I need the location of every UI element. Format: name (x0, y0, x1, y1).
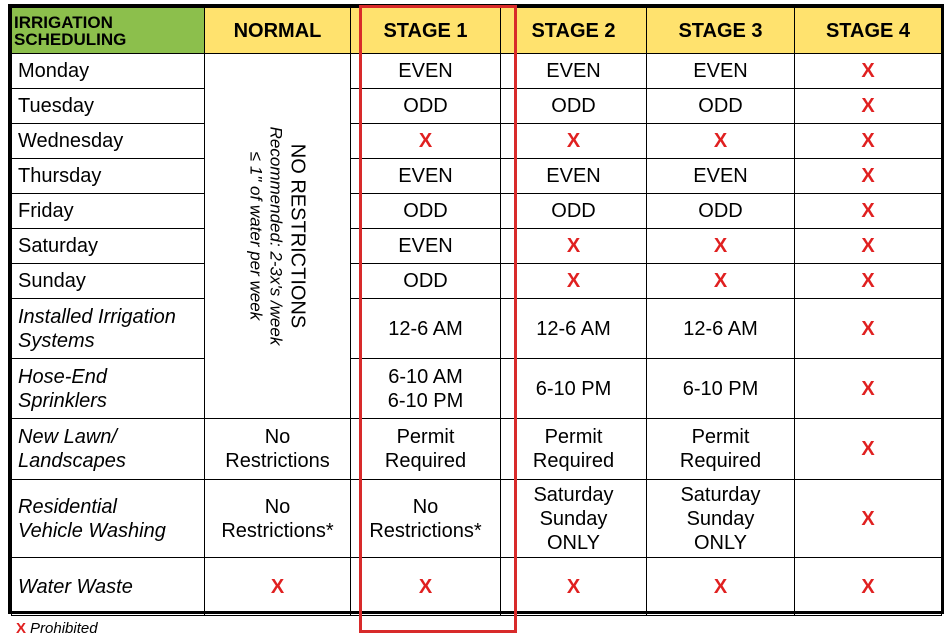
cell-line: Required (384, 450, 467, 472)
table-row (12, 480, 942, 558)
table-row (12, 159, 942, 194)
irrigation-table-frame (8, 4, 944, 614)
row-label: Thursday (12, 159, 205, 194)
row-label: Wednesday (12, 124, 205, 159)
cell-line: Landscapes (18, 450, 126, 472)
cell (647, 299, 795, 359)
row-label-installed-irrigation (12, 299, 205, 359)
cell: EVEN (351, 54, 501, 89)
cell: ODD (647, 89, 795, 124)
cell-line: Sunday (539, 507, 608, 530)
prohibited-x-icon: X (861, 270, 875, 292)
row-label-water-waste: Water Waste (12, 558, 205, 616)
cell-line: ONLY (547, 531, 600, 554)
cell (501, 229, 647, 264)
cell-line: No (264, 495, 291, 518)
cell-line: Installed Irrigation (18, 305, 176, 328)
cell (795, 359, 942, 419)
cell (647, 480, 795, 558)
table-row (12, 89, 942, 124)
header-corner: IRRIGATION SCHEDULING (12, 8, 205, 54)
header-stage-3: STAGE 3 (647, 8, 795, 54)
cell: EVEN (647, 54, 795, 89)
row-label-hose-end (12, 359, 205, 419)
prohibited-x-icon: X (861, 317, 875, 340)
prohibited-x-icon: X (861, 165, 875, 187)
cell: ODD (351, 264, 501, 299)
cell: ODD (647, 194, 795, 229)
prohibited-x-icon: X (566, 575, 581, 598)
cell-line: 6-10 AM (388, 365, 463, 388)
row-label: Sunday (12, 264, 205, 299)
prohibited-x-icon: X (16, 620, 27, 637)
row-label-vehicle-washing (12, 480, 205, 558)
cell-line: Systems (18, 329, 95, 352)
cell-line: Permit (396, 426, 455, 448)
cell: EVEN (501, 54, 647, 89)
cell-line: Hose-End (18, 365, 107, 388)
cell-line: 12-6 AM (388, 317, 463, 340)
cell-line: Sprinklers (18, 389, 107, 412)
prohibited-x-icon: X (861, 95, 875, 117)
cell (205, 558, 351, 616)
cell-line: Saturday (680, 483, 761, 506)
cell (647, 558, 795, 616)
cell (351, 359, 501, 419)
cell (795, 89, 942, 124)
cell (647, 264, 795, 299)
cell: ODD (501, 194, 647, 229)
table-row (12, 264, 942, 299)
prohibited-x-icon: X (713, 130, 728, 152)
cell (351, 558, 501, 616)
cell-line: New Lawn/ (18, 426, 117, 448)
normal-no-restrictions-cell (205, 54, 351, 419)
prohibited-x-icon: X (713, 575, 728, 598)
cell (647, 419, 795, 480)
cell: ODD (501, 89, 647, 124)
legend-text: Prohibited (30, 620, 98, 637)
cell (647, 229, 795, 264)
header-stage-1: STAGE 1 (351, 8, 501, 54)
cell (795, 159, 942, 194)
prohibited-x-icon: X (418, 130, 433, 152)
cell (205, 419, 351, 480)
cell-line: 12-6 AM (683, 317, 758, 340)
cell-line: Restrictions* (369, 519, 482, 542)
cell (501, 264, 647, 299)
cell-line: Saturday (533, 483, 614, 506)
cell-line: No (412, 495, 439, 518)
cell-line: 6-10 PM (387, 389, 464, 412)
row-label: Monday (12, 54, 205, 89)
cell (205, 480, 351, 558)
table-row (12, 359, 942, 419)
table-row (12, 419, 942, 480)
cell-line: No (264, 426, 291, 448)
prohibited-x-icon: X (861, 200, 875, 222)
cell-line: Vehicle Washing (18, 519, 166, 542)
table-row (12, 299, 942, 359)
cell (647, 359, 795, 419)
cell-line: Required (532, 450, 615, 472)
prohibited-x-icon: X (270, 575, 285, 598)
cell: EVEN (501, 159, 647, 194)
table-row (12, 229, 942, 264)
header-row (12, 8, 942, 54)
water-per-week-line: ≤ 1" of water per week (246, 151, 266, 321)
prohibited-x-icon: X (418, 575, 433, 598)
cell: EVEN (647, 159, 795, 194)
table-row (12, 558, 942, 616)
row-label: Friday (12, 194, 205, 229)
prohibited-x-icon: X (566, 270, 581, 292)
cell (795, 299, 942, 359)
cell (501, 419, 647, 480)
prohibited-x-icon: X (861, 130, 875, 152)
no-restrictions-rotated-text (246, 56, 309, 416)
cell-line: 6-10 PM (682, 377, 759, 400)
header-normal: NORMAL (205, 8, 351, 54)
cell (795, 264, 942, 299)
cell (351, 480, 501, 558)
cell (351, 299, 501, 359)
table-row (12, 54, 942, 89)
cell-line: Restrictions* (221, 519, 334, 542)
prohibited-x-icon: X (566, 130, 581, 152)
prohibited-x-icon: X (861, 507, 875, 530)
cell (501, 299, 647, 359)
cell (501, 558, 647, 616)
prohibited-x-icon: X (861, 438, 875, 460)
cell-line: 6-10 PM (535, 377, 612, 400)
prohibited-x-icon: X (861, 575, 875, 598)
cell: EVEN (351, 229, 501, 264)
no-restrictions-line: NO RESTRICTIONS (286, 143, 309, 329)
row-label: Saturday (12, 229, 205, 264)
table-row (12, 124, 942, 159)
cell (795, 558, 942, 616)
prohibited-x-icon: X (861, 60, 875, 82)
cell-line: ONLY (694, 531, 747, 554)
prohibited-x-icon: X (861, 235, 875, 257)
cell-line: Residential (18, 495, 117, 518)
cell (795, 124, 942, 159)
prohibited-x-icon: X (713, 270, 728, 292)
prohibited-x-icon: X (713, 235, 728, 257)
cell (351, 124, 501, 159)
cell (795, 54, 942, 89)
cell (501, 480, 647, 558)
prohibited-x-icon: X (861, 377, 875, 400)
header-stage-4: STAGE 4 (795, 8, 942, 54)
irrigation-schedule-table (11, 7, 942, 616)
recommended-line: Recommended: 2-3x's /week (266, 126, 286, 346)
cell (501, 124, 647, 159)
cell-line: Required (679, 450, 762, 472)
cell-line: Restrictions (225, 450, 330, 472)
cell-line: 12-6 AM (536, 317, 611, 340)
cell (351, 419, 501, 480)
cell-line: Sunday (686, 507, 755, 530)
prohibited-x-icon: X (566, 235, 581, 257)
cell (647, 124, 795, 159)
row-label: Tuesday (12, 89, 205, 124)
cell (795, 419, 942, 480)
header-stage-2: STAGE 2 (501, 8, 647, 54)
legend (16, 620, 98, 637)
table-row (12, 194, 942, 229)
cell: ODD (351, 89, 501, 124)
cell (795, 194, 942, 229)
cell (501, 359, 647, 419)
cell-line: Permit (544, 426, 603, 448)
row-label-new-lawn (12, 419, 205, 480)
cell (795, 229, 942, 264)
cell: EVEN (351, 159, 501, 194)
cell: ODD (351, 194, 501, 229)
cell (795, 480, 942, 558)
cell-line: Permit (691, 426, 750, 448)
